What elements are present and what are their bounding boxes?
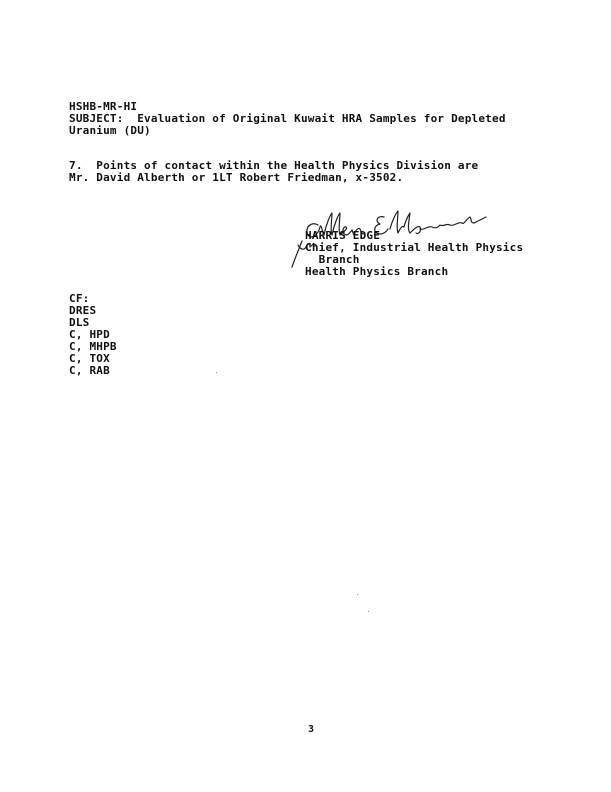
paragraph-7-line-1: 7. Points of contact within the Health Physics Division are: [69, 159, 479, 172]
subject-line-1: SUBJECT: Evaluation of Original Kuwait HRA Samples for Depleted: [69, 112, 506, 125]
scan-speck: [368, 611, 369, 612]
signer-title-line-3: Health Physics Branch: [305, 265, 449, 278]
cf-recipient: C, HPD: [69, 328, 110, 341]
cf-recipient: DRES: [69, 304, 97, 317]
cf-recipient: C, TOX: [69, 352, 110, 365]
signer-title-line-2: Branch: [305, 253, 360, 266]
subject-line-2: Uranium (DU): [69, 124, 151, 137]
scan-speck: [357, 594, 358, 595]
cf-recipient: C, MHPB: [69, 340, 117, 353]
cf-recipient: DLS: [69, 316, 90, 329]
signer-title-line-1: Chief, Industrial Health Physics: [305, 241, 524, 254]
cf-recipient: C, RAB: [69, 364, 110, 377]
scan-speck: [216, 372, 217, 373]
paragraph-7-line-2: Mr. David Alberth or 1LT Robert Friedman, x-3502.: [69, 171, 404, 184]
signer-name: HARRIS EDGE: [305, 229, 381, 242]
page-number: 3: [308, 724, 315, 735]
cf-label: CF:: [69, 292, 90, 305]
office-symbol: HSHB-MR-HI: [69, 100, 138, 113]
